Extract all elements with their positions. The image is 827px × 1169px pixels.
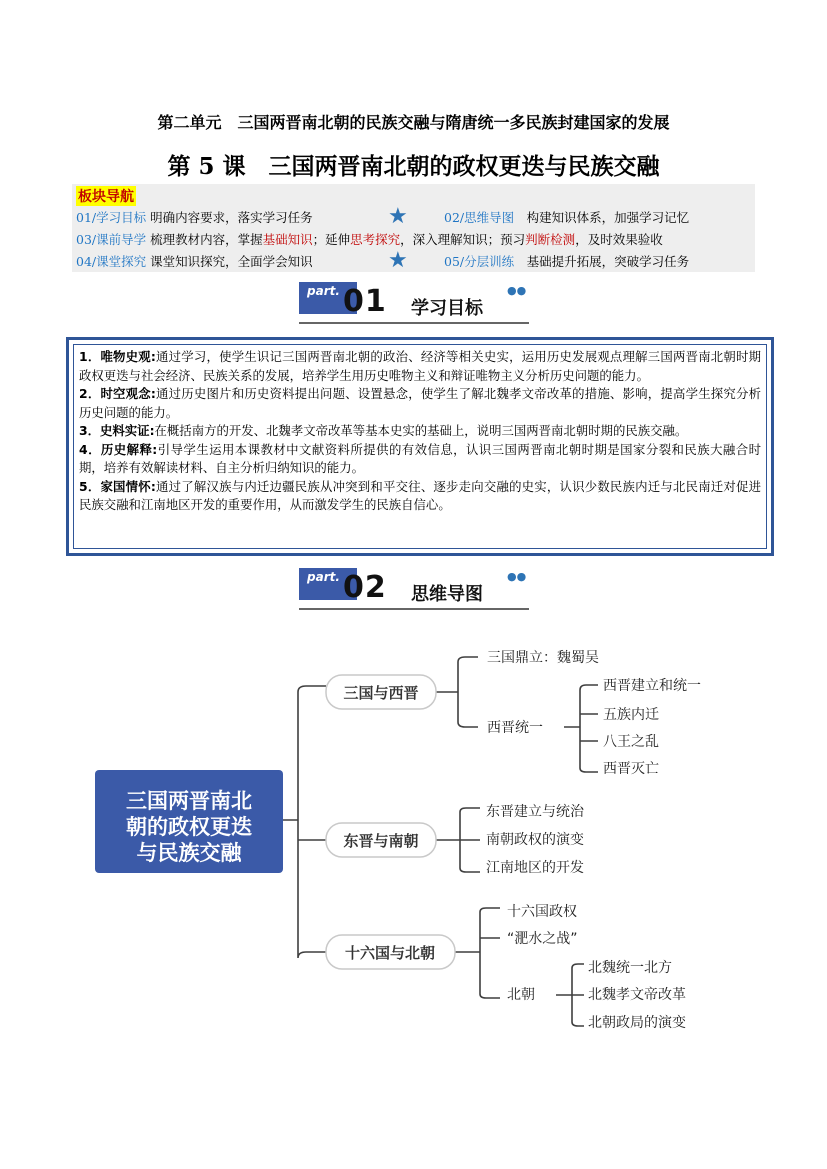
nav-highlight: 基础知识 bbox=[262, 232, 313, 247]
root-line-2: 朝的政权更迭 bbox=[126, 815, 252, 839]
leaf-label: 五族内迁 bbox=[603, 707, 659, 723]
nav-heading: 板块导航 bbox=[76, 186, 136, 206]
branch-label: 十六国与北朝 bbox=[344, 944, 436, 962]
nav-desc: 基础提升拓展，突破学习任务 bbox=[514, 254, 690, 269]
branch-label: 东晋与南朝 bbox=[343, 832, 419, 850]
leaf-label: 北魏孝文帝改革 bbox=[588, 987, 686, 1003]
goal-label: 2．时空观念: bbox=[79, 386, 156, 401]
nav-desc: 构建知识体系，加强学习记忆 bbox=[514, 210, 690, 225]
nav-code: 05/分层训练 bbox=[444, 254, 515, 269]
nav-desc: 梳理教材内容，掌握 bbox=[146, 232, 263, 247]
droplets-icon: ●● bbox=[507, 570, 527, 583]
part-title: 思维导图 bbox=[411, 584, 483, 605]
goal-label: 4．历史解释: bbox=[79, 441, 158, 457]
unit-title: 第二单元 三国两晋南北朝的民族交融与隋唐统一多民族封建国家的发展 bbox=[157, 113, 670, 132]
part-title: 学习目标 bbox=[411, 298, 483, 319]
leaf-label: 北朝 bbox=[507, 987, 535, 1003]
nav-code: 04/课堂探究 bbox=[76, 254, 147, 269]
leaf-label: 十六国政权 bbox=[507, 904, 577, 920]
goal-text: 在概括南方的开发、北魏孝文帝改革等基本史实的基础上，说明三国两晋南北朝时期的民族交融。 bbox=[154, 423, 688, 438]
leaf-label: 八王之乱 bbox=[603, 734, 659, 750]
part-label: part. bbox=[307, 570, 340, 584]
lesson-title: 第 5 课 三国两晋南北朝的政权更迭与民族交融 bbox=[167, 153, 660, 180]
nav-highlight: 判断检测 bbox=[525, 232, 576, 247]
droplets-icon: ●● bbox=[507, 284, 527, 297]
nav-desc: 课堂知识探究，全面学会知识 bbox=[146, 254, 313, 269]
leaf-label: 北朝政局的演变 bbox=[588, 1015, 686, 1031]
nav-desc: ，及时效果验收 bbox=[575, 232, 663, 247]
nav-desc: 明确内容要求，落实学习任务 bbox=[146, 210, 313, 225]
leaf-label: 南朝政权的演变 bbox=[486, 832, 584, 848]
leaf-label: 西晋灭亡 bbox=[603, 761, 659, 777]
goal-text: 通过了解汉族与内迁边疆民族从冲突到和平交往、逐步走向交融的史实，认识少数民族内迁与北民南迁对促进民族交融和江南地区开发的重要作用，从而激发学生的民族自信心。 bbox=[79, 478, 762, 512]
goal-text: 引导学生运用本课教材中文献资料所提供的有效信息，认识三国两晋南北朝时期是国家分裂和民族大融合时期，培养有效解读材料、自主分析归纳知识的能力。 bbox=[79, 441, 762, 475]
leaf-label: 西晋建立和统一 bbox=[603, 678, 701, 694]
nav-highlight: 思考探究 bbox=[350, 232, 401, 247]
part-number: 02 bbox=[343, 570, 387, 605]
goal-label: 1．唯物史观: bbox=[79, 349, 156, 364]
nav-code: 03/课前导学 bbox=[76, 232, 147, 247]
star-icon: ★ bbox=[388, 248, 408, 273]
part-label: part. bbox=[307, 284, 340, 298]
root-line-1: 三国两晋南北 bbox=[126, 789, 252, 813]
leaf-label: 东晋建立与统治 bbox=[486, 804, 584, 820]
goal-text: 通过历史图片和历史资料提出问题、设置悬念，使学生了解北魏孝文帝改革的措施、影响，提高学生探究分析历史问题的能力。 bbox=[79, 386, 762, 420]
leaf-label: 三国鼎立：魏蜀吴 bbox=[487, 650, 599, 666]
nav-code: 02/思维导图 bbox=[444, 210, 515, 225]
part-number: 01 bbox=[343, 284, 387, 319]
goal-text: 通过学习，使学生识记三国两晋南北朝的政治、经济等相关史实，运用历史发展观点理解三国两晋南北朝时期政权更迭与社会经济、民族关系的发展，培养学生用历史唯物主义和辩证唯物主义分析历史问题的能力。 bbox=[79, 349, 762, 383]
goal-label: 3．史料实证: bbox=[79, 423, 155, 438]
leaf-label: “淝水之战” bbox=[507, 931, 578, 947]
leaf-label: 西晋统一 bbox=[487, 720, 543, 736]
leaf-label: 北魏统一北方 bbox=[588, 960, 672, 976]
nav-code: 01/学习目标 bbox=[76, 210, 147, 225]
nav-desc: ，深入理解知识；预习 bbox=[400, 232, 526, 247]
root-line-3: 与民族交融 bbox=[136, 841, 242, 865]
leaf-label: 江南地区的开发 bbox=[486, 860, 584, 876]
goal-label: 5．家国情怀: bbox=[79, 478, 156, 494]
star-icon: ★ bbox=[388, 204, 408, 229]
nav-desc: ；延伸 bbox=[312, 232, 351, 247]
branch-label: 三国与西晋 bbox=[343, 684, 419, 702]
